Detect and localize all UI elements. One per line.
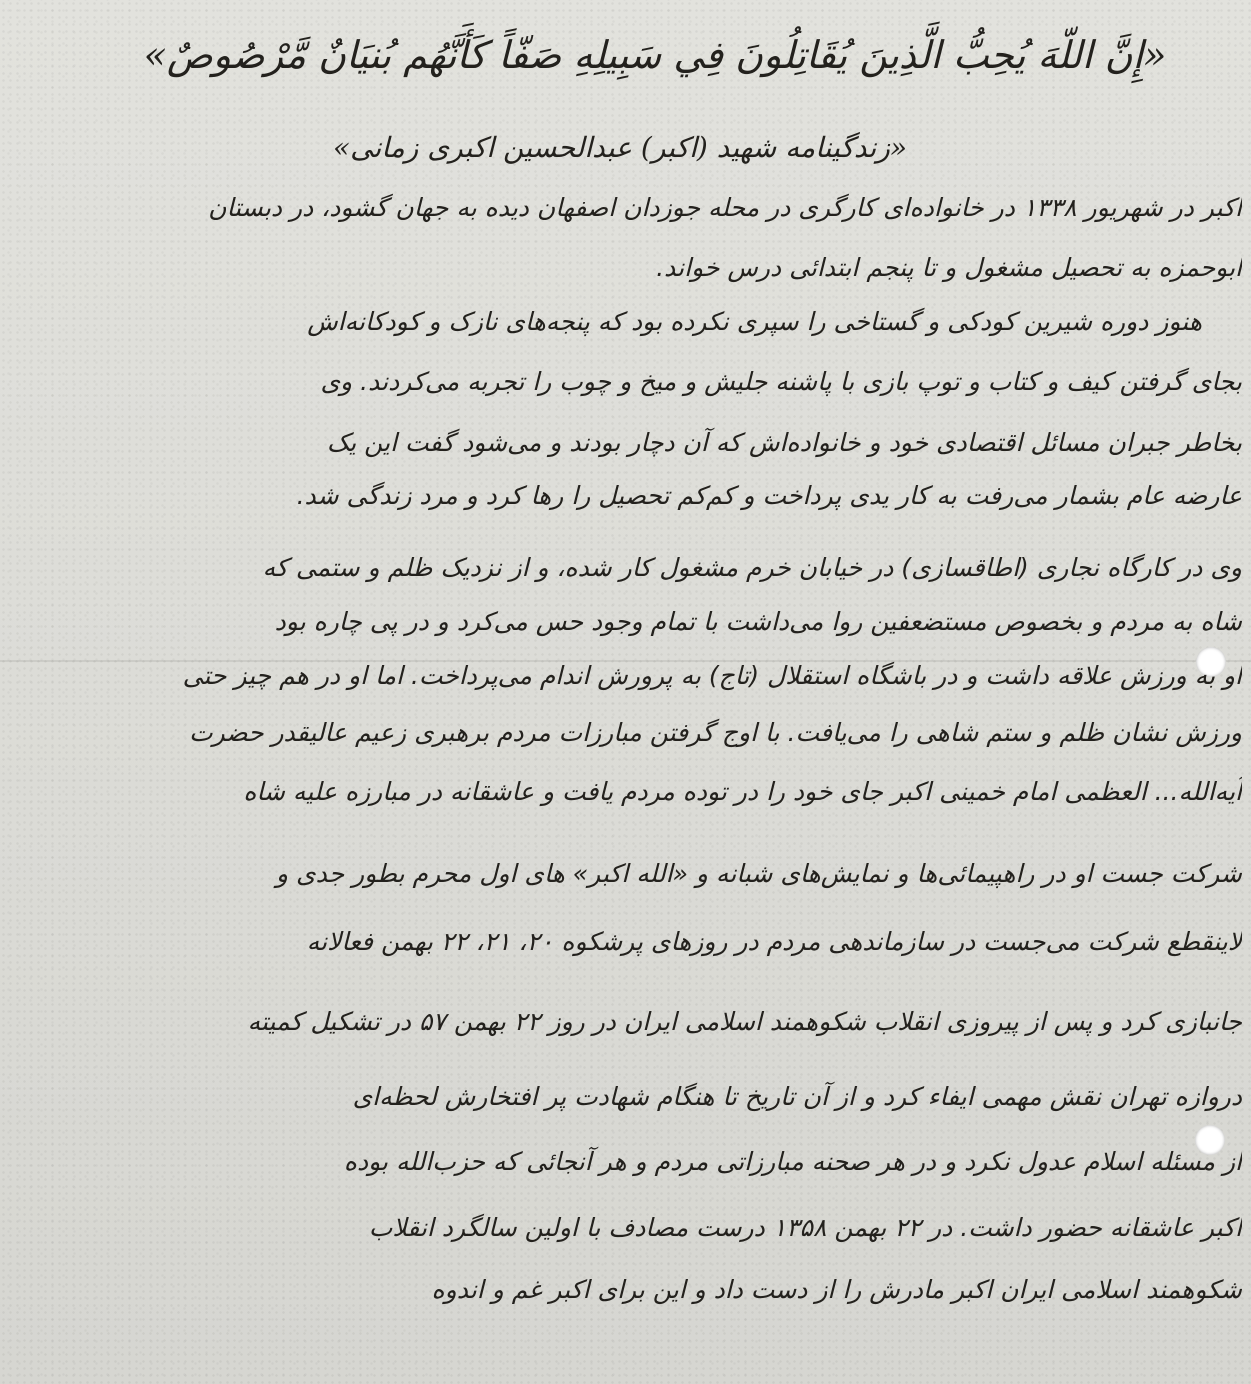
text-line: ابوحمزه به تحصیل مشغول و تا پنجم ابتدائی درس خواند. [656,253,1242,282]
text-line: شرکت جست او در راهپیمائی‌ها و نمایش‌های شبانه و «الله اکبر» های اول محرم بطور جدی و [276,859,1242,888]
text-line: ورزش نشان ظلم و ستم شاهی را می‌یافت. با اوج گرفتن مبارزات مردم برهبری زعیم عالیقدر حضرت [189,718,1242,747]
text-line: جانبازی کرد و پس از پیروزی انقلاب شکوهمند اسلامی ایران در روز ۲۲ بهمن ۵۷ در تشکیل کمیته [247,1007,1242,1036]
biography-title: «زندگینامه شهید (اکبر) عبدالحسین اکبری زمانی» [333,131,907,164]
text-line: او به ورزش علاقه داشت و در باشگاه استقلال (تاج) به پرورش اندام می‌پرداخت. اما او در هم چیز حتی [182,661,1242,690]
quran-verse-heading: «إِنَّ اللّهَ يُحِبُّ الَّذِينَ يُقَاتِلُونَ فِي سَبِيلِهِ صَفّاً كَأَنَّهُم بُنيَانٌ مَّرْصُوصٌ» [143,33,1167,77]
text-line: آیه‌الله... العظمی امام خمینی اکبر جای خود را در توده مردم یافت و عاشقانه در مبارزه علیه شاه [243,777,1242,806]
text-line: شاه به مردم و بخصوص مستضعفین روا می‌داشت با تمام وجود حس می‌کرد و در پی چاره بود [274,607,1242,636]
text-line: وی در کارگاه نجاری (اطاقسازی) در خیابان خرم مشغول کار شده، و از نزدیک ظلم و ستمی که [262,553,1242,582]
text-line: بجای گرفتن کیف و کتاب و توپ بازی با پاشنه جلیش و میخ و چوب را تجربه می‌کردند. وی [320,367,1242,396]
text-line: اکبر در شهریور ۱۳۳۸ در خانواده‌ای کارگری در محله جوزدان اصفهان دیده به جهان گشود، در دبستان [208,193,1242,222]
text-line: از مسئله اسلام عدول نکرد و در هر صحنه مبارزاتی مردم و هر آنجائی که حزب‌الله بوده [343,1147,1242,1176]
text-line: دروازه تهران نقش مهمی ایفاء کرد و از آن تاریخ تا هنگام شهادت پر افتخارش لحظه‌ای [352,1082,1242,1111]
text-line: هنوز دوره شیرین کودکی و گستاخی را سپری نکرده بود که پنجه‌های نازک و کودکانه‌اش [307,307,1202,336]
text-line: بخاطر جبران مسائل اقتصادی خود و خانواده‌اش که آن دچار بودند و می‌شود گفت این یک [326,428,1242,457]
text-line: اکبر عاشقانه حضور داشت. در ۲۲ بهمن ۱۳۵۸ درست مصادف با اولین سالگرد انقلاب [368,1213,1242,1242]
text-line: شکوهمند اسلامی ایران اکبر مادرش را از دست داد و این برای اکبر غم و اندوه [431,1275,1242,1304]
text-line: عارضه عام بشمار می‌رفت به کار یدی پرداخت و کم‌کم تحصیل را رها کرد و مرد زندگی شد. [296,481,1242,510]
text-line: لاینقطع شرکت می‌جست در سازماندهی مردم در روزهای پرشکوه ۲۰، ۲۱، ۲۲ بهمن فعالانه [306,927,1242,956]
